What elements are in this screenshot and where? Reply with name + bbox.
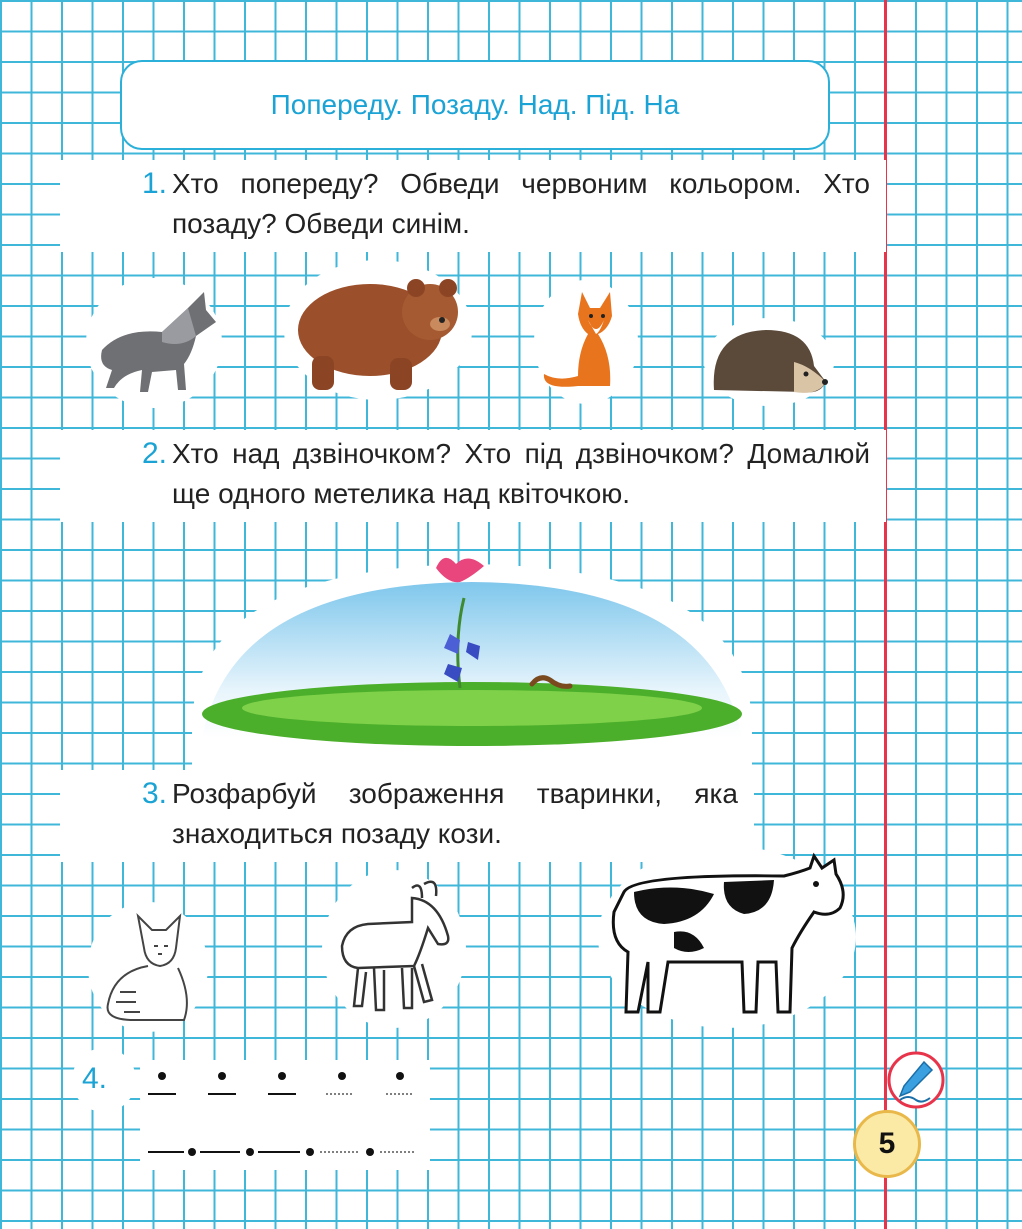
task-1 (60, 160, 886, 252)
cat-outline-image (94, 908, 202, 1026)
task-3-number: 3. (142, 777, 168, 810)
meadow-bellflower-image (192, 538, 752, 772)
cow-image (604, 852, 850, 1022)
fox-image (538, 286, 634, 396)
task-2-text-line2: ще одного метелика над квіточкою. (172, 478, 631, 509)
task-3-text-line1: Розфарбуй зображення тваринки, яка (172, 778, 738, 809)
lesson-title-box (120, 60, 830, 150)
task-2-text-line1: Хто над дзвіночком? Хто під дзвіночком? Домалюй (172, 438, 870, 469)
bear-image (290, 266, 466, 394)
task-1-number: 1. (142, 167, 168, 200)
task-2-number: 2. (142, 437, 168, 470)
task-4-pattern (140, 1060, 430, 1170)
wolf-image (92, 288, 218, 398)
hedgehog-image (710, 322, 830, 398)
task-1-text-line2: позаду? Обведи синім. (172, 208, 470, 239)
task-4-number: 4. (82, 1062, 108, 1095)
goat-outline-image (328, 876, 460, 1022)
task-3-text-line2: знаходиться позаду кози. (172, 818, 502, 849)
task-1-text-line1: Хто попереду? Обведи червоним кольором. Хто (172, 168, 870, 199)
lesson-title: Попереду. Позаду. Над. Під. На (270, 89, 680, 120)
pen-icon (886, 1050, 946, 1110)
task-2 (60, 430, 886, 522)
page-number: 5 (853, 1110, 921, 1178)
task-3 (60, 770, 754, 862)
